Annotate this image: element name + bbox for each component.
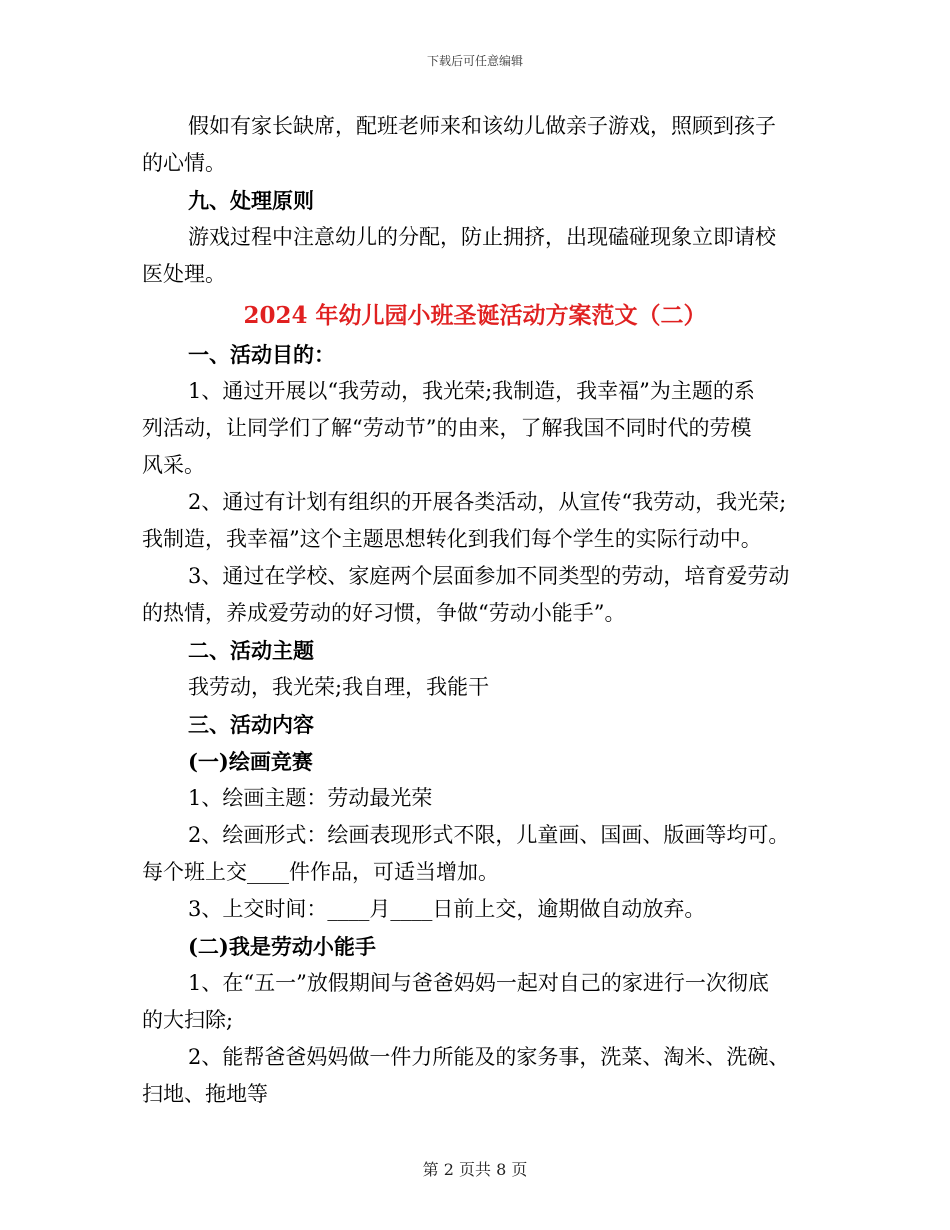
section-heading	[142, 182, 808, 219]
paragraph-line: 1、在“五一”放假期间与爸爸妈妈一起对自己的家进行一次彻底	[188, 971, 769, 995]
paragraph-line: 二、活动主题	[188, 638, 314, 663]
document-title: 2024 年幼儿园小班圣诞活动方案范文（二）	[243, 302, 707, 329]
paragraph	[142, 219, 808, 293]
paragraph-line: 九、处理原则	[188, 188, 314, 213]
paragraph	[142, 817, 808, 891]
paragraph	[142, 484, 808, 558]
paragraph-line: 风采。	[142, 453, 205, 477]
paragraph	[142, 558, 808, 632]
paragraph	[142, 780, 808, 817]
document-body	[142, 108, 808, 1113]
section-heading	[142, 928, 808, 965]
paragraph-line: 每个班上交____件作品，可适当增加。	[142, 860, 499, 884]
paragraph-line: 3、通过在学校、家庭两个层面参加不同类型的劳动，培育爱劳动	[188, 564, 790, 588]
section-continuation	[142, 108, 808, 293]
paragraph-line: 的心情。	[142, 151, 226, 175]
paragraph-line: 列活动，让同学们了解“劳动节”的由来，了解我国不同时代的劳模	[142, 416, 752, 440]
paragraph-line: 的热情，养成爱劳动的好习惯，争做“劳动小能手”。	[142, 601, 626, 625]
paragraph-line: 1、绘画主题：劳动最光荣	[188, 786, 433, 810]
paragraph-line: 2、绘画形式：绘画表现形式不限，儿童画、国画、版画等均可。	[188, 823, 790, 847]
paragraph	[142, 891, 808, 928]
paragraph	[142, 965, 808, 1039]
paragraph-line: 2、通过有计划有组织的开展各类活动，从宣传“我劳动，我光荣;	[188, 490, 787, 514]
paragraph-line: 我劳动，我光荣;我自理，我能干	[188, 675, 490, 699]
page-header: 下载后可任意编辑	[426, 54, 523, 68]
paragraph-line: 我制造，我幸福”这个主题思想转化到我们每个学生的实际行动中。	[142, 527, 762, 551]
paragraph	[142, 1039, 808, 1113]
section-heading	[142, 743, 808, 780]
paragraph-line: 的大扫除;	[142, 1008, 234, 1032]
section-heading	[142, 706, 808, 743]
section-heading	[142, 632, 808, 669]
paragraph-line: (二)我是劳动小能手	[188, 934, 376, 959]
paragraph-line: 医处理。	[142, 262, 226, 286]
section-main	[142, 336, 808, 1113]
paragraph-line: 游戏过程中注意幼儿的分配，防止拥挤，出现磕碰现象立即请校	[188, 225, 776, 249]
paragraph	[142, 669, 808, 706]
paragraph-line: 2、能帮爸爸妈妈做一件力所能及的家务事，洗菜、淘米、洗碗、	[188, 1045, 790, 1069]
paragraph-line: 假如有家长缺席，配班老师来和该幼儿做亲子游戏，照顾到孩子	[188, 114, 776, 138]
paragraph-line: 1、通过开展以“我劳动，我光荣;我制造，我幸福”为主题的系	[188, 379, 755, 403]
section-heading	[142, 336, 808, 373]
paragraph	[142, 108, 808, 182]
paragraph-line: (一)绘画竞赛	[188, 749, 313, 774]
paragraph-line: 3、上交时间：____月____日前上交，逾期做自动放弃。	[188, 897, 706, 921]
paragraph	[142, 373, 808, 484]
paragraph-line: 一、活动目的：	[188, 342, 335, 367]
page-footer: 第 2 页共 8 页	[422, 1160, 528, 1179]
paragraph-line: 扫地、拖地等	[142, 1082, 268, 1106]
paragraph-line: 三、活动内容	[188, 712, 314, 737]
